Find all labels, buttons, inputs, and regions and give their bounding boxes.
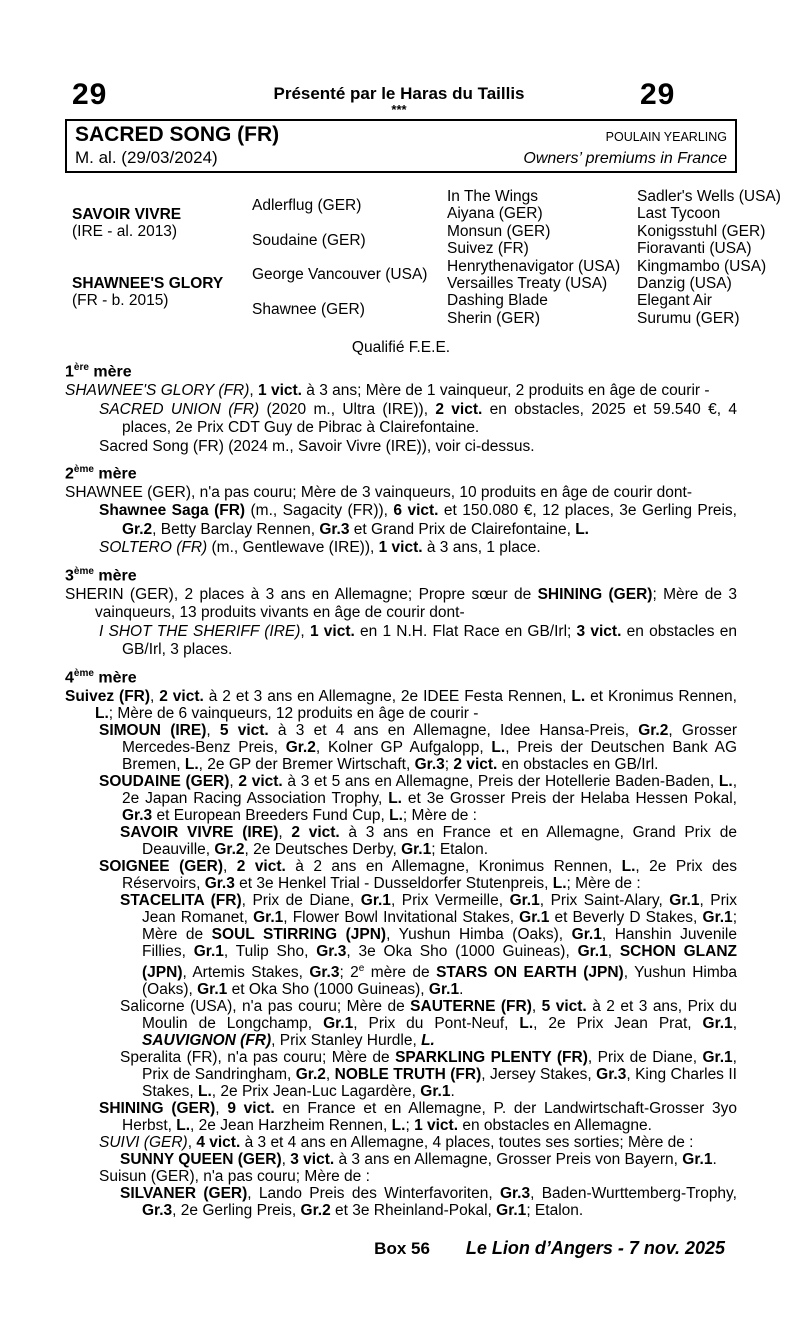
- box-number: Box 56: [374, 1239, 430, 1258]
- text-run: et Beverly D Stakes,: [549, 908, 703, 926]
- pedigree-paragraph: [65, 382, 737, 401]
- text-run: Gr.3: [414, 755, 445, 773]
- ancestor-name: SHAWNEE'S GLORY: [72, 275, 224, 293]
- pedigree-paragraph: [65, 892, 737, 998]
- pedigree-gen3-cell: In The Wings: [447, 188, 539, 205]
- text-run: à 2 ans en Allemagne, Kronimus Rennen,: [285, 857, 622, 875]
- pedigree-gen4-cell: Danzig (USA): [637, 274, 732, 292]
- text-run: SAUTERNE (FR): [410, 997, 532, 1015]
- text-run: 1 vict.: [309, 622, 355, 640]
- text-run: et 150.080 €, 12 places, 3e Gerling Preis,: [438, 502, 737, 520]
- text-run: (2020 m., Ultra (IRE)),: [259, 400, 436, 418]
- text-run: et 3e Rheinland-Pokal,: [330, 1201, 497, 1219]
- text-run: Salicorne (USA), n'a pas couru; Mère de: [120, 997, 411, 1015]
- text-run: , King Charles II Stakes,: [142, 1065, 737, 1100]
- text-run: à 3 ans en Allemagne, Grosser Preis von Bayern,: [334, 1150, 683, 1168]
- text-run: 2 vict.: [238, 772, 283, 790]
- horse-category: POULAIN YEARLING: [605, 130, 727, 144]
- text-run: SACRED UNION (FR): [99, 400, 260, 418]
- text-run: L.: [389, 806, 403, 824]
- text-run: Gr.1: [401, 840, 432, 858]
- pedigree-paragraph: [65, 773, 737, 824]
- text-run: Speralita (FR), n'a pas couru; Mère de: [120, 1048, 396, 1066]
- lot-number-right: 29: [640, 78, 676, 111]
- pedigree-gen3-cell: Dashing Blade: [447, 292, 548, 310]
- text-run: .: [450, 1082, 455, 1100]
- text-run: , Preis der Deutschen Bank AG Bremen,: [122, 738, 738, 773]
- text-run: en 1 N.H. Flat Race en GB/Irl;: [354, 622, 577, 640]
- text-run: ,: [150, 687, 160, 705]
- text-run: Gr.2: [285, 738, 316, 756]
- pedigree-paragraph: [65, 1168, 737, 1185]
- text-run: ,: [187, 1133, 197, 1151]
- text-run: Gr.2: [638, 721, 669, 739]
- text-run: Gr.1: [420, 1082, 451, 1100]
- pedigree-gen1-cell: [72, 258, 252, 328]
- text-run: 5 vict.: [541, 997, 587, 1015]
- pedigree-paragraph: [65, 1134, 737, 1151]
- text-run: ; Mère de 6 vainqueurs, 12 produits en âge de courir -: [108, 704, 479, 722]
- pedigree-paragraph: [65, 1185, 737, 1219]
- text-run: L.: [95, 704, 109, 722]
- section-heading: 3ème mère: [65, 565, 137, 585]
- text-run: ; Etalon.: [431, 840, 489, 858]
- pedigree-gen3-cell: Aiyana (GER): [447, 205, 543, 223]
- dam-section: [65, 563, 737, 660]
- text-run: SOUDAINE (GER): [99, 772, 230, 790]
- pedigree-gen2-cell: George Vancouver (USA): [252, 266, 428, 284]
- text-run: Gr.1: [669, 891, 700, 909]
- text-run: , Prix Stanley Hurdle,: [271, 1031, 422, 1049]
- footer: [65, 1238, 725, 1259]
- text-run: en obstacles, 2025 et 59.540 €, 4 places, 2e Prix CDT Guy de Pibrac à Clairefontaine.: [122, 400, 737, 437]
- text-run: à 3 et 5 ans en Allemagne, Preis der Hotellerie Baden-Baden,: [282, 772, 719, 790]
- owners-premiums: Owners’ premiums in France: [523, 150, 727, 167]
- text-run: SOIGNEE (GER): [99, 857, 223, 875]
- text-run: Shawnee Saga (FR): [99, 502, 246, 520]
- text-run: ; Mère de: [142, 908, 737, 943]
- pedigree-paragraph: [65, 623, 737, 660]
- text-run: Gr.1: [702, 908, 733, 926]
- text-run: SHERIN (GER), 2 places à 3 ans en Allemagne; Propre sœur de: [65, 585, 538, 603]
- text-run: , 2e Prix Jean Prat,: [533, 1014, 703, 1032]
- text-run: Gr.1: [496, 1201, 527, 1219]
- text-run: L.: [571, 687, 586, 705]
- text-run: , Prix de Sandringham,: [142, 1048, 737, 1083]
- text-run: 1 vict.: [378, 539, 423, 557]
- text-run: ;: [444, 755, 454, 773]
- text-run: L.: [198, 1082, 212, 1100]
- text-run: SHINING (GER): [537, 585, 653, 603]
- text-run: , Tulip Sho,: [223, 942, 317, 960]
- text-run: ; Mère de :: [566, 874, 641, 892]
- text-run: , 2e Deutsches Derby,: [244, 840, 402, 858]
- ancestor-name: SAVOIR VIVRE: [72, 205, 182, 223]
- text-run: SHINING (GER): [99, 1099, 216, 1117]
- text-run: ; Mère de 3 vainqueurs, 13 produits vivants en âge de courir dont-: [95, 585, 737, 622]
- text-run: Gr.1: [702, 1048, 733, 1066]
- text-run: 9 vict.: [227, 1099, 275, 1117]
- pedigree-gen3-cell: Monsun (GER): [447, 222, 551, 240]
- text-run: Gr.1: [509, 891, 540, 909]
- pedigree-paragraph: [65, 824, 737, 858]
- text-run: L.: [391, 1116, 406, 1134]
- text-run: mère de: [364, 963, 437, 981]
- text-run: Gr.1: [360, 891, 391, 909]
- text-run: Gr.1: [577, 942, 608, 960]
- text-run: Gr.2: [122, 520, 153, 538]
- text-run: Gr.3: [596, 1065, 627, 1083]
- text-run: en obstacles en GB/Irl.: [497, 755, 659, 773]
- text-run: STACELITA (FR): [120, 891, 242, 909]
- text-run: SOLTERO (FR): [99, 539, 208, 557]
- text-run: , Yushun Himba (Oaks),: [142, 963, 737, 998]
- text-run: SIMOUN (IRE): [99, 721, 207, 739]
- text-run: Gr.3: [316, 942, 347, 960]
- text-run: SHAWNEE (GER), n'a pas couru; Mère de 3 vainqueurs, 10 produits en âge de courir dont-: [65, 483, 693, 501]
- pedigree-paragraph: [65, 998, 737, 1049]
- text-run: ,: [222, 857, 237, 875]
- title-box: [65, 119, 737, 173]
- pedigree-paragraph: [65, 502, 737, 539]
- horse-birth-info: M. al. (29/03/2024): [75, 148, 218, 167]
- text-run: L.: [621, 857, 636, 875]
- text-run: Gr.2: [214, 840, 245, 858]
- pedigree-paragraph: [65, 1100, 737, 1134]
- dam-sections: [65, 359, 737, 1218]
- page-body: [65, 119, 781, 1219]
- text-run: ,: [300, 622, 310, 640]
- text-run: Gr.3: [204, 874, 235, 892]
- pedigree-gen3-cell: Versailles Treaty (USA): [447, 274, 608, 292]
- text-run: SUIVI (GER): [99, 1133, 188, 1151]
- text-run: , 3e Oka Sho (1000 Guineas),: [346, 942, 578, 960]
- text-run: Gr.1: [428, 980, 460, 998]
- text-run: , Lando Preis des Winterfavoriten,: [247, 1184, 500, 1202]
- text-run: Gr.3: [309, 963, 340, 981]
- text-run: à 3 ans en France et en Allemagne, Grand Prix de Deauville,: [142, 823, 737, 858]
- text-run: et European Breeders Fund Cup,: [152, 806, 390, 824]
- text-run: SPARKLING PLENTY (FR): [395, 1048, 588, 1066]
- section-heading: 1ère mère: [65, 362, 132, 381]
- text-run: L.: [491, 738, 506, 756]
- text-run: 2 vict.: [453, 755, 498, 773]
- dam-section: [65, 359, 737, 456]
- text-run: à 2 et 3 ans en Allemagne, 2e IDEE Festa Rennen,: [203, 687, 572, 705]
- text-run: .: [712, 1150, 717, 1168]
- text-run: SAUVIGNON (FR): [142, 1031, 272, 1049]
- text-run: (m., Sagacity (FR)),: [245, 502, 394, 520]
- text-run: à 3 et 4 ans en Allemagne, 4 places, toutes ses sorties; Mère de :: [240, 1133, 694, 1151]
- text-run: SAVOIR VIVRE (IRE): [120, 823, 279, 841]
- pedigree-gen4-cell: Last Tycoon: [637, 205, 721, 223]
- horse-name: SACRED SONG (FR): [75, 123, 280, 146]
- text-run: 2 vict.: [236, 857, 286, 875]
- pedigree-column: [447, 188, 637, 327]
- text-run: Gr.1: [519, 908, 550, 926]
- text-run: Gr.1: [323, 1014, 354, 1032]
- text-run: Gr.3: [499, 1184, 531, 1202]
- text-run: , Baden-Wurttemberg-Trophy,: [530, 1184, 737, 1202]
- text-run: Sacred Song (FR) (2024 m., Savoir Vivre (IRE)), voir ci-dessus.: [99, 437, 535, 455]
- text-run: NOBLE TRUTH (FR): [334, 1065, 482, 1083]
- text-run: L.: [388, 789, 402, 807]
- text-run: , Prix Vermeille,: [390, 891, 510, 909]
- text-run: SILVANER (GER): [120, 1184, 248, 1202]
- text-run: , Prix de Diane,: [587, 1048, 703, 1066]
- text-run: , 2e Japan Racing Association Trophy,: [122, 772, 737, 807]
- text-run: , Betty Barclay Rennen,: [152, 520, 320, 538]
- section-heading: 4ème mère: [65, 667, 137, 686]
- pedigree-paragraph: [65, 722, 737, 773]
- pedigree-gen4-cell: Elegant Air: [637, 292, 712, 310]
- text-run: 1 vict.: [414, 1116, 459, 1134]
- pedigree-gen3-cell: Sherin (GER): [447, 309, 541, 327]
- pedigree-gen2-cell: Shawnee (GER): [252, 301, 365, 319]
- text-run: 6 vict.: [393, 502, 439, 520]
- pedigree-column: [72, 188, 252, 327]
- pedigree-paragraph: [65, 586, 737, 623]
- text-run: Gr.1: [253, 908, 284, 926]
- text-run: 2 vict.: [291, 823, 340, 841]
- text-run: , Hanshin Juvenile Fillies,: [142, 925, 737, 960]
- text-run: ,: [325, 1065, 335, 1083]
- dam-section: [65, 461, 737, 558]
- pedigree-column: [637, 188, 781, 327]
- text-run: STARS ON EARTH (JPN): [436, 963, 624, 981]
- presenter-block: [0, 84, 798, 115]
- text-run: , Jersey Stakes,: [481, 1065, 597, 1083]
- pedigree-column: [252, 188, 447, 327]
- text-run: 3 vict.: [576, 622, 622, 640]
- text-run: , 2e Jean Harzheim Rennen,: [190, 1116, 392, 1134]
- text-run: SHAWNEE'S GLORY (FR): [65, 382, 250, 400]
- text-run: à 3 ans; Mère de 1 vainqueur, 2 produits en âge de courir -: [301, 382, 710, 400]
- section-heading: 2ème mère: [65, 464, 137, 483]
- lot-number-left: 29: [72, 78, 108, 111]
- pedigree-table: [65, 188, 781, 327]
- text-run: 2 vict.: [435, 400, 483, 418]
- text-run: , 2e GP der Bremer Wirtschaft,: [198, 755, 415, 773]
- text-run: SUNNY QUEEN (GER): [120, 1150, 282, 1168]
- text-run: Suisun (GER), n'a pas couru; Mère de :: [99, 1167, 370, 1185]
- pedigree-paragraph: [65, 1151, 737, 1168]
- text-run: , Prix Jean Romanet,: [142, 891, 737, 926]
- pedigree-gen3-cell: Suivez (FR): [447, 240, 529, 258]
- text-run: Gr.1: [682, 1150, 713, 1168]
- text-run: .: [459, 980, 464, 998]
- pedigree-paragraph: [65, 1049, 737, 1100]
- presenter-stars: ***: [391, 102, 407, 117]
- text-run: L.: [519, 1014, 534, 1032]
- text-run: Gr.3: [122, 806, 153, 824]
- text-run: , Artemis Stakes,: [182, 963, 310, 981]
- text-run: Gr.2: [300, 1201, 331, 1219]
- pedigree-gen1-cell: [72, 188, 252, 258]
- text-run: ,: [229, 772, 239, 790]
- text-run: L.: [176, 1116, 191, 1134]
- text-run: en France et en Allemagne, P. der Landwirtschaft-Grosser 3yo Herbst,: [122, 1099, 737, 1134]
- pedigree-gen2-cell: Adlerflug (GER): [252, 196, 362, 214]
- text-run: e: [358, 962, 365, 974]
- text-run: 1 vict.: [258, 382, 302, 400]
- text-run: à 2 et 3 ans, Prix du Moulin de Longchamp,: [142, 997, 737, 1032]
- text-run: I SHOT THE SHERIFF (IRE): [99, 622, 301, 640]
- pedigree-paragraph: [65, 539, 737, 558]
- text-run: Suivez (FR): [65, 687, 151, 705]
- text-run: Gr.3: [142, 1201, 173, 1219]
- pedigree-gen4-cell: Sadler's Wells (USA): [637, 188, 781, 205]
- text-run: L.: [718, 772, 733, 790]
- pedigree-paragraph: [65, 401, 737, 438]
- text-run: ,: [281, 1150, 291, 1168]
- text-run: Gr.1: [571, 925, 602, 943]
- text-run: SOUL STIRRING (JPN): [211, 925, 387, 943]
- text-run: et Kronimus Rennen,: [585, 687, 737, 705]
- pedigree-paragraph: [65, 484, 737, 503]
- pedigree-gen4-cell: Fioravanti (USA): [637, 240, 752, 258]
- text-run: Gr.3: [319, 520, 350, 538]
- text-run: à 3 et 4 ans en Allemagne, Idee Hansa-Preis,: [268, 721, 639, 739]
- text-run: ; Etalon.: [526, 1201, 584, 1219]
- text-run: L.: [184, 755, 199, 773]
- text-run: ;: [405, 1116, 415, 1134]
- text-run: ,: [278, 823, 292, 841]
- ancestor-detail: (FR - b. 2015): [72, 292, 169, 310]
- text-run: ,: [531, 997, 542, 1015]
- text-run: ,: [249, 382, 259, 400]
- text-run: Gr.1: [702, 1014, 733, 1032]
- text-run: Gr.2: [295, 1065, 326, 1083]
- text-run: en obstacles en GB/Irl, 3 places.: [122, 622, 738, 659]
- pedigree-paragraph: [65, 858, 737, 892]
- pedigree-paragraph: [65, 438, 737, 457]
- text-run: , Prix de Diane,: [241, 891, 361, 909]
- text-run: , Prix du Pont-Neuf,: [353, 1014, 520, 1032]
- text-run: 5 vict.: [219, 721, 269, 739]
- text-run: ,: [215, 1099, 228, 1117]
- pedigree-paragraph: [65, 688, 737, 722]
- text-run: Gr.1: [193, 942, 224, 960]
- text-run: , 2e Gerling Preis,: [172, 1201, 301, 1219]
- text-run: L.: [552, 874, 567, 892]
- text-run: ; Mère de :: [402, 806, 477, 824]
- pedigree-gen4-cell: Surumu (GER): [637, 309, 740, 327]
- text-run: SCHON GLANZ (JPN): [142, 942, 737, 981]
- text-run: ,: [206, 721, 220, 739]
- text-run: et Oka Sho (1000 Guineas),: [227, 980, 429, 998]
- text-run: (m., Gentlewave (IRE)),: [207, 539, 379, 557]
- text-run: 3 vict.: [290, 1150, 335, 1168]
- text-run: , Yushun Himba (Oaks),: [386, 925, 572, 943]
- text-run: , 2e Prix des Réservoirs,: [122, 857, 737, 892]
- text-run: , Flower Bowl Invitational Stakes,: [283, 908, 520, 926]
- text-run: et 3e Grosser Preis der Helaba Hessen Pokal,: [401, 789, 737, 807]
- pedigree-gen4-cell: Konigsstuhl (GER): [637, 222, 766, 240]
- presenter-title: Présenté par le Haras du Taillis: [273, 84, 525, 103]
- text-run: à 3 ans, 1 place.: [422, 539, 541, 557]
- text-run: , Prix Saint-Alary,: [539, 891, 670, 909]
- pedigree-gen2-cell: Soudaine (GER): [252, 231, 366, 249]
- text-run: ; 2: [339, 963, 359, 981]
- text-run: Gr.1: [197, 980, 228, 998]
- text-run: 4 vict.: [196, 1133, 241, 1151]
- text-run: et 3e Henkel Trial - Dusseldorfer Stutenpreis,: [234, 874, 553, 892]
- dam-section: [65, 665, 737, 1219]
- text-run: , 2e Prix Jean-Luc Lagardère,: [211, 1082, 421, 1100]
- text-run: 2 vict.: [159, 687, 204, 705]
- text-run: en obstacles en Allemagne.: [458, 1116, 652, 1134]
- pedigree-gen3-cell: Henrythenavigator (USA): [447, 257, 621, 275]
- sale-info: Le Lion d’Angers - 7 nov. 2025: [465, 1238, 725, 1258]
- text-run: et Grand Prix de Clairefontaine,: [349, 520, 576, 538]
- text-run: , Grosser Mercedes-Benz Preis,: [122, 721, 738, 756]
- qualification-line: Qualifié F.E.E.: [351, 339, 451, 357]
- text-run: L.: [575, 520, 589, 538]
- text-run: ,: [732, 1014, 737, 1032]
- text-run: , Kolner GP Aufgalopp,: [315, 738, 492, 756]
- pedigree-gen4-cell: Kingmambo (USA): [637, 257, 767, 275]
- ancestor-detail: (IRE - al. 2013): [72, 222, 178, 240]
- text-run: ,: [607, 942, 620, 960]
- text-run: L.: [421, 1031, 435, 1049]
